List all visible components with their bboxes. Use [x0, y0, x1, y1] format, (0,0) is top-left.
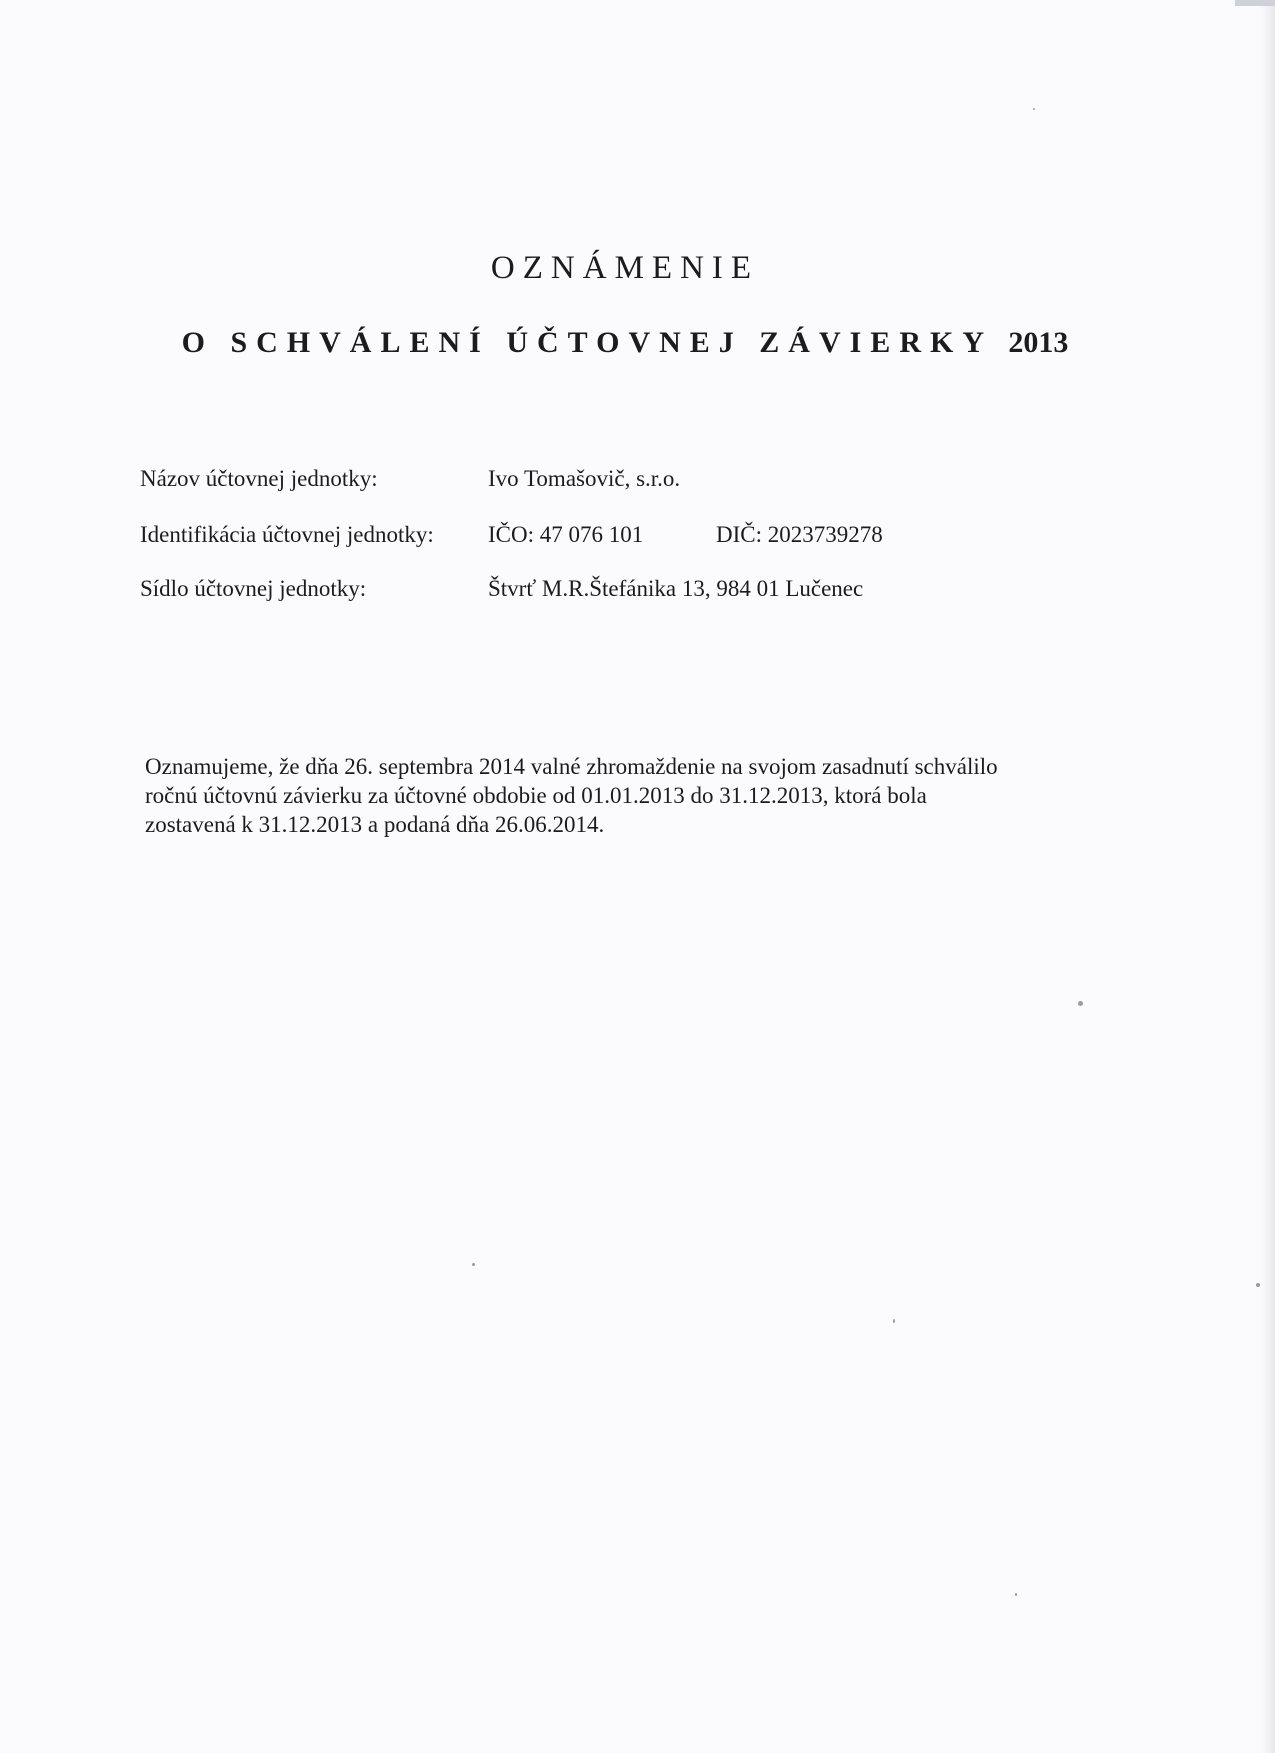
- announcement-paragraph: [145, 752, 1105, 839]
- document-title: OZNÁMENIE: [490, 250, 760, 286]
- field-label-identification: Identifikácia účtovnej jednotky:: [140, 522, 434, 547]
- scan-edge-corner: [1235, 0, 1275, 6]
- scan-edge-shadow: [1261, 0, 1275, 1753]
- scan-speck: [1256, 1283, 1260, 1287]
- scan-speck: [893, 1319, 895, 1323]
- field-label-address: Sídlo účtovnej jednotky:: [140, 576, 367, 601]
- scan-speck: [1078, 1001, 1083, 1006]
- subtitle-text: O SCHVÁLENÍ ÚČTOVNEJ ZÁVIERKY: [181, 326, 992, 359]
- field-row-address: [140, 576, 1140, 610]
- field-label-name: Názov účtovnej jednotky:: [140, 466, 378, 491]
- field-value-dic: DIČ: 2023739278: [716, 522, 883, 547]
- field-value-address: Štvrť M.R.Štefánika 13, 984 01 Lučenec: [488, 576, 864, 601]
- scan-speck: [1015, 1593, 1017, 1596]
- field-row-identification: [140, 522, 1140, 556]
- field-value-name: Ivo Tomašovič, s.r.o.: [488, 466, 681, 491]
- field-row-name: [140, 466, 1140, 500]
- subtitle-year: 2013: [1008, 326, 1069, 359]
- paragraph-line-3: zostavená k 31.12.2013 a podaná dňa 26.06.2014.: [145, 812, 605, 837]
- paragraph-line-1: Oznamujeme, že dňa 26. septembra 2014 valné zhromaždenie na svojom zasadnutí schválilo: [145, 754, 998, 779]
- document-subtitle: [0, 326, 1250, 360]
- scan-speck: [1033, 108, 1035, 110]
- field-value-ico: IČO: 47 076 101: [488, 522, 644, 547]
- paragraph-line-2: ročnú účtovnú závierku za účtovné obdobie od 01.01.2013 do 31.12.2013, ktorá bola: [145, 783, 927, 808]
- scan-speck: [472, 1263, 475, 1266]
